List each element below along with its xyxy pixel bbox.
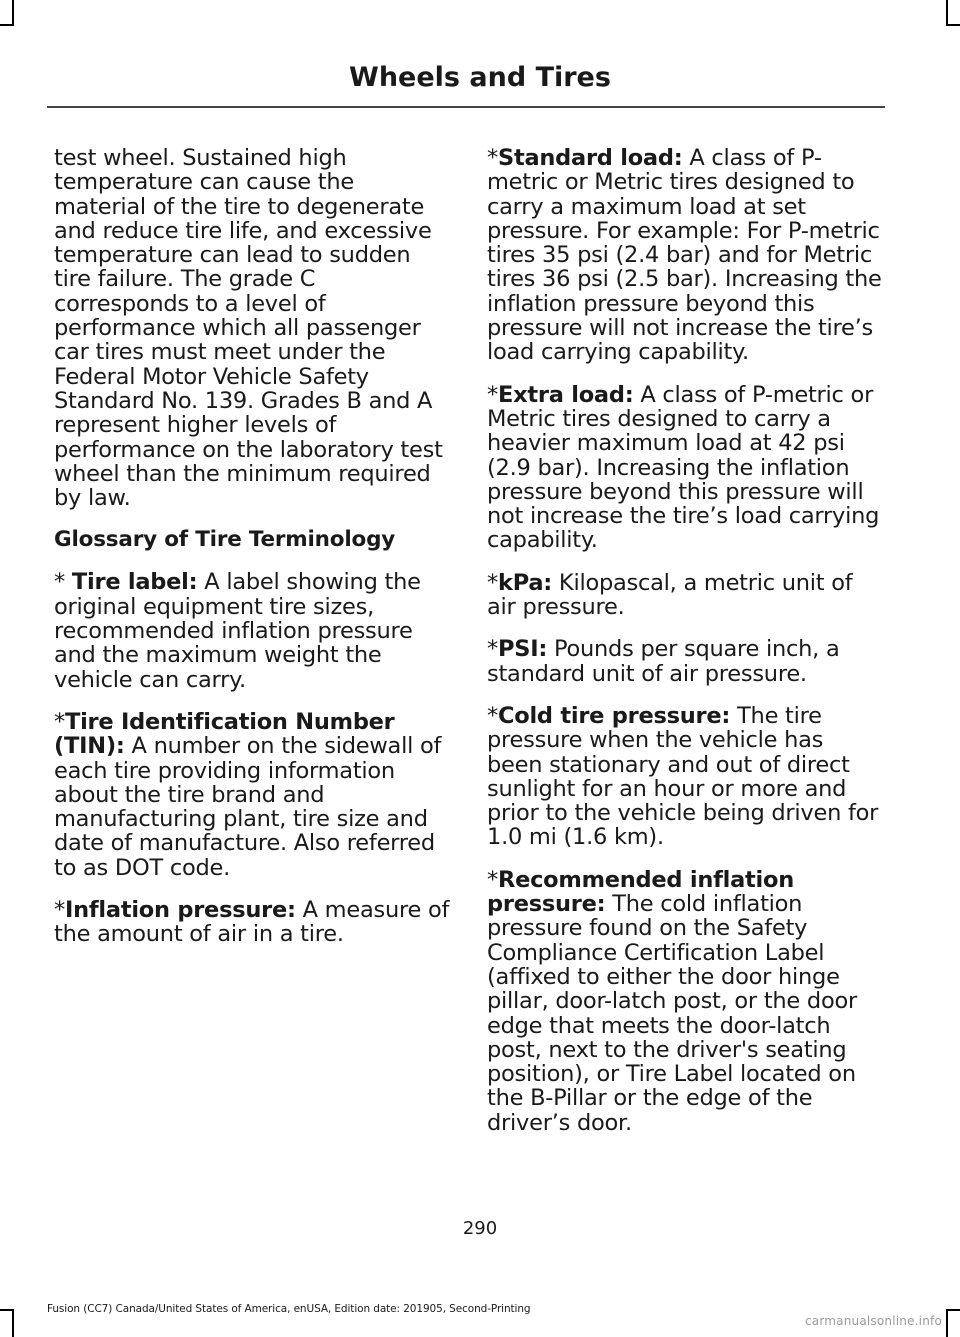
entry-prefix: * — [487, 866, 498, 893]
left-column — [54, 146, 450, 965]
entry-term: Cold tire pressure: — [498, 702, 731, 729]
entry-definition: A measure of the amount of air in a tire. — [54, 897, 450, 948]
glossary-entry-inflation-pressure — [54, 898, 450, 947]
glossary-entry-tin — [54, 710, 450, 880]
entry-prefix: * — [487, 569, 498, 596]
glossary-entry-tire-label — [54, 570, 450, 691]
glossary-entry-recommended-inflation-pressure — [487, 868, 882, 1135]
crop-mark-bottom-left-vertical — [12, 1311, 14, 1337]
entry-prefix: * — [487, 636, 498, 663]
entry-definition: A number on the sidewall of each tire providing information about the tire brand and manufacturing plant, tire size and date of manufacture. Also referred to as DOT code. — [54, 733, 442, 881]
glossary-heading: Glossary of Tire Terminology — [54, 527, 396, 553]
entry-term: PSI: — [498, 636, 548, 663]
entry-definition: The cold inflation pressure found on the Safety Compliance Certification Label (affixed to either the door hinge pillar, door-latch post, or the door edge that meets the door-latch post, next to the driver's seating position), or Tire Label located on the B-Pillar or the edge of the driver’s door. — [487, 891, 857, 1136]
page-number: 290 — [462, 1218, 498, 1239]
entry-definition: The tire pressure when the vehicle has been stationary and out of direct sunlight for an hour or more and prior to the vehicle being driven for 1.0 mi (1.6 km). — [487, 702, 879, 851]
glossary-entry-kpa — [487, 571, 882, 620]
entry-term: Tire label: — [71, 569, 198, 596]
glossary-entry-standard-load — [487, 146, 882, 365]
entry-term: kPa: — [498, 569, 553, 596]
entry-definition: Pounds per square inch, a standard unit of air pressure. — [487, 636, 840, 687]
entry-definition: A class of P-metric or Metric tires designed to carry a heavier maximum load at 42 psi (2.9 bar). Increasing the inflation pressure beyond this pressure will not increase the tire’s load carrying capability. — [487, 381, 880, 554]
header-divider — [47, 106, 885, 108]
entry-prefix: * — [487, 145, 498, 171]
entry-term: Inflation pressure: — [65, 897, 296, 924]
glossary-entry-psi — [487, 637, 882, 686]
entry-definition: A class of P-metric or Metric tires designed to carry a maximum load at set pressure. For example: For P-metric tires 35 psi (2.4 bar) and for Metric tires 36 psi (2.5 bar). Increasing the inflation pressure beyond this pressure will not increase the tire’s load carrying capability. — [487, 145, 882, 366]
intro-paragraph: test wheel. Sustained high temperature can cause the material of the tire to degenerate and reduce tire life, and excessive temperature can lead to sudden tire failure. The grade C corresponds to a level of performance which all passenger car tires must meet under the Federal Motor Vehicle Safety Standard No. 139. Grades B and A represent higher levels of performance on the laboratory test wheel than the minimum required by law. — [54, 145, 443, 512]
site-watermark: carmanualsonline.info — [805, 1314, 942, 1328]
entry-prefix: * — [54, 708, 65, 735]
right-column — [487, 146, 882, 1153]
entry-prefix: * — [54, 897, 65, 924]
entry-term: Standard load: — [498, 145, 683, 171]
entry-term: Recommended inflation pressure: — [487, 866, 794, 918]
entry-prefix: * — [54, 569, 72, 596]
crop-mark-top-right-horizontal — [946, 24, 960, 26]
entry-term: Tire Identification Number (TIN): — [54, 708, 395, 760]
entry-prefix: * — [487, 381, 498, 408]
glossary-entry-cold-tire-pressure — [487, 704, 882, 850]
crop-mark-top-right-vertical — [946, 0, 948, 24]
crop-mark-top-left-vertical — [12, 0, 14, 24]
crop-mark-top-left-horizontal — [0, 24, 14, 26]
entry-definition: Kilopascal, a metric unit of air pressure. — [487, 569, 853, 621]
edition-footer: Fusion (CC7) Canada/United States of America, enUSA, Edition date: 201905, Second-Printing — [47, 1303, 531, 1315]
entry-definition: A label showing the original equipment tire sizes, recommended inflation pressure and the maximum weight the vehicle can carry. — [54, 569, 421, 693]
crop-mark-bottom-right-vertical — [946, 1311, 948, 1337]
page-header-title: Wheels and Tires — [349, 62, 611, 93]
crop-mark-bottom-left-horizontal — [0, 1309, 14, 1311]
entry-prefix: * — [487, 702, 498, 729]
glossary-entry-extra-load — [487, 383, 882, 553]
entry-term: Extra load: — [498, 381, 634, 408]
crop-mark-bottom-right-horizontal — [946, 1309, 960, 1311]
